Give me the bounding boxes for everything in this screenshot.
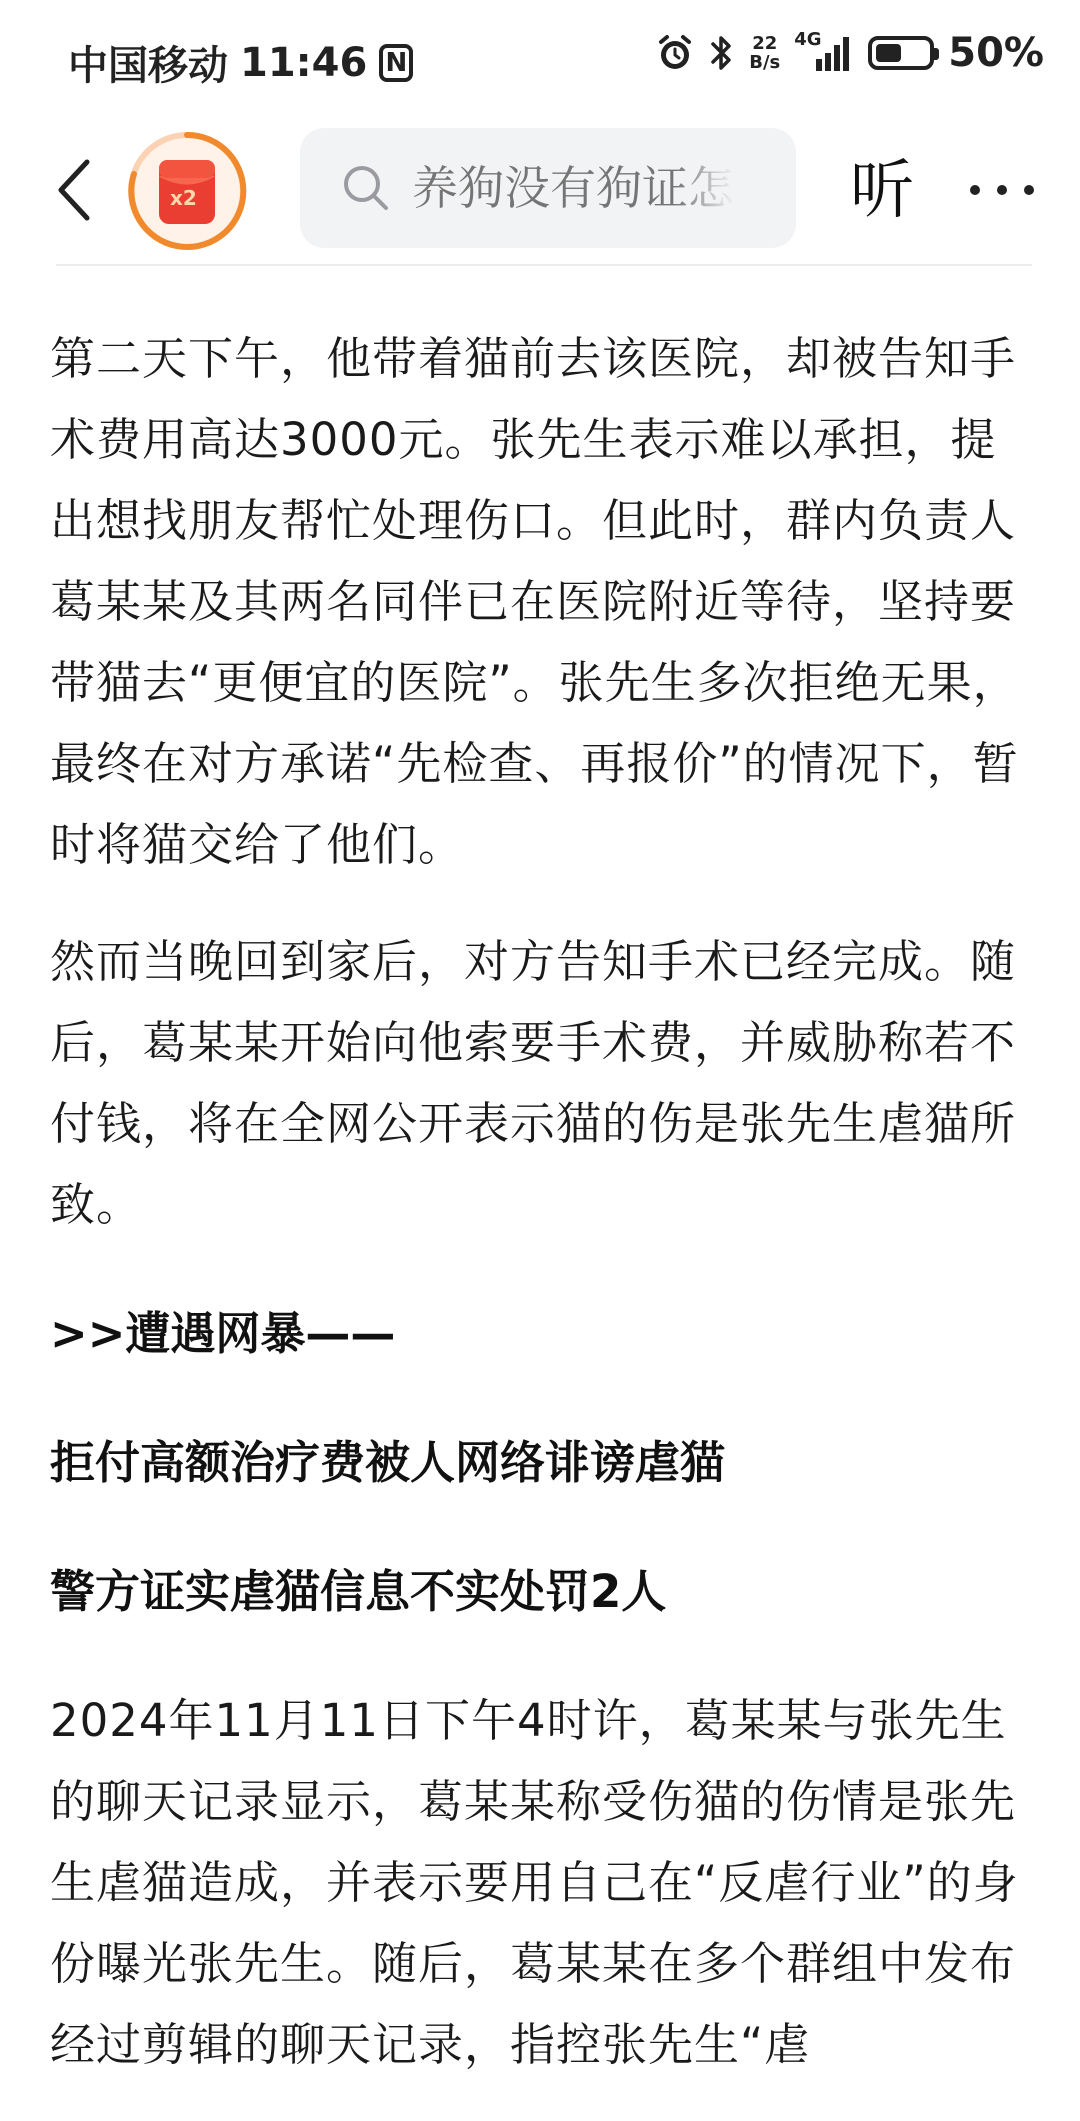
header-divider xyxy=(56,264,1032,266)
net-speed xyxy=(749,34,780,72)
net-speed-unit: B/s xyxy=(749,52,781,73)
carrier-name: 中国移动 xyxy=(68,43,228,89)
cellular-signal xyxy=(794,29,854,73)
alarm-icon xyxy=(655,33,695,73)
back-button[interactable] xyxy=(48,150,98,230)
more-options-icon[interactable] xyxy=(970,170,1034,210)
app-header xyxy=(0,120,1080,266)
section-heading: 警方证实虐猫信息不实处罚2人 xyxy=(50,1565,667,1618)
battery-percent: 50% xyxy=(948,30,1044,76)
status-right xyxy=(655,30,1044,76)
nfc-icon: N xyxy=(379,44,413,82)
article-body xyxy=(50,318,1040,2121)
dot xyxy=(970,185,980,195)
battery-icon xyxy=(868,36,934,70)
article-paragraph: 然而当晚回到家后，对方告知手术已经完成。随后，葛某某开始向他索要手术费，并威胁称若不付钱，将在全网公开表示猫的伤是张先生虐猫所致。 xyxy=(50,935,1017,1231)
bluetooth-icon xyxy=(709,33,735,73)
status-left xyxy=(68,34,413,91)
article-paragraph: 第二天下午，他带着猫前去该医院，却被告知手术费用高达3000元。张先生表示难以承担，提出想找朋友帮忙处理伤口。但此时，群内负责人葛某某及其两名同伴已在医院附近等待，坚持要带猫去“更便宜的医院”。张先生多次拒绝无果，最终在对方承诺“先检查、再报价”的情况下，暂时将猫交给了他们。 xyxy=(50,332,1019,871)
listen-button[interactable]: 听 xyxy=(850,154,914,228)
network-type: 4G xyxy=(794,29,822,50)
clock-time: 11:46 xyxy=(240,39,368,86)
search-input[interactable] xyxy=(410,160,734,216)
chevron-left-icon xyxy=(55,158,91,222)
net-speed-value: 22 xyxy=(752,33,778,54)
dot xyxy=(1024,185,1034,195)
search-icon xyxy=(340,162,392,214)
article-paragraph: 2024年11月11日下午4时许，葛某某与张先生的聊天记录显示，葛某某称受伤猫的伤情是张先生虐猫造成，并表示要用自己在“反虐行业”的身份曝光张先生。随后，葛某某在多个群组中发布经过剪辑的聊天记录，指控张先生“虐 xyxy=(50,1694,1019,2071)
status-bar xyxy=(0,0,1080,120)
section-heading: >>遭遇网暴—— xyxy=(50,1307,396,1360)
reward-badge[interactable] xyxy=(126,130,248,252)
reward-multiplier: x2 xyxy=(170,186,197,210)
battery-fill xyxy=(876,44,901,62)
search-box[interactable] xyxy=(300,128,796,248)
dot xyxy=(997,185,1007,195)
section-heading: 拒付高额治疗费被人网络诽谤虐猫 xyxy=(50,1436,726,1489)
battery-tip xyxy=(934,48,939,60)
